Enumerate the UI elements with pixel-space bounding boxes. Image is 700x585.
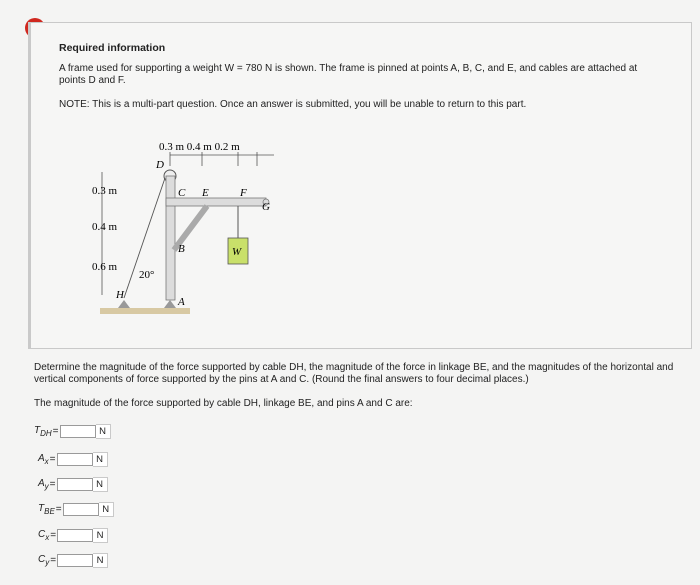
ax-input[interactable] [57,453,93,466]
left-dimension-0-6m: 0.6 m [92,261,118,273]
label-d: D [156,159,164,171]
label-h: H [116,289,124,301]
top-dimensions: 0.3 m 0.4 m 0.2 m [159,141,240,153]
ay-unit: N [93,477,108,492]
label-e: E [202,187,209,199]
cy-input[interactable] [57,554,93,567]
question-text: Determine the magnitude of the force supported by cable DH, the magnitude of the force in linkage BE, and the magnitudes of the horizontal and vertical components of force supported by the pins at A and C. (Round the final answers to four decimal places.) [34,362,674,385]
label-w: W [232,246,242,258]
note-text: NOTE: This is a multi-part question. Once an answer is submitted, you will be unable to return to this part. [59,99,527,110]
cy-unit: N [93,553,108,568]
frame-figure [52,110,292,320]
cx-label: $C_x$ [38,529,50,542]
answer-row-cx: $C_x$ = N [38,528,108,543]
tbe-label: $T_{BE}$ [38,503,55,516]
label-a: A [178,296,185,308]
answer-row-ay: $A_y$ = N [38,477,108,492]
ax-label: $A_x$ [38,453,49,466]
cx-unit: N [93,528,108,543]
label-f: F [240,187,247,199]
horizontal-beam [166,198,266,206]
tdh-label: $T_{DH}$ [34,425,52,438]
answer-row-tdh: $T_{DH}$ = N [34,424,111,439]
tdh-input[interactable] [60,425,96,438]
vertical-post [166,176,175,300]
tbe-unit: N [99,502,114,517]
tbe-input[interactable] [63,503,99,516]
answer-row-tbe: $T_{BE}$ = N [38,502,114,517]
angle-label: 20° [139,269,155,281]
answer-lead-in: The magnitude of the force supported by cable DH, linkage BE, and pins A and C are: [34,398,413,409]
tdh-unit: N [96,424,111,439]
answer-row-cy: $C_y$ = N [38,553,108,568]
left-dimension-0-3m: 0.3 m [92,185,118,197]
label-c: C [178,187,186,199]
ay-input[interactable] [57,478,93,491]
cx-input[interactable] [57,529,93,542]
problem-statement: A frame used for supporting a weight W = 780 N is shown. The frame is pinned at points A, B, C, and E, and cables are attached at points D and F. [59,63,638,86]
label-b: B [178,243,185,255]
left-dimension-0-4m: 0.4 m [92,221,118,233]
cy-label: $C_y$ [38,554,50,567]
ay-label: $A_y$ [38,478,49,491]
label-g: G [262,201,270,213]
answer-row-ax: $A_x$ = N [38,452,108,467]
ax-unit: N [93,452,108,467]
ground [100,308,190,314]
required-information-title: Required information [59,42,166,54]
